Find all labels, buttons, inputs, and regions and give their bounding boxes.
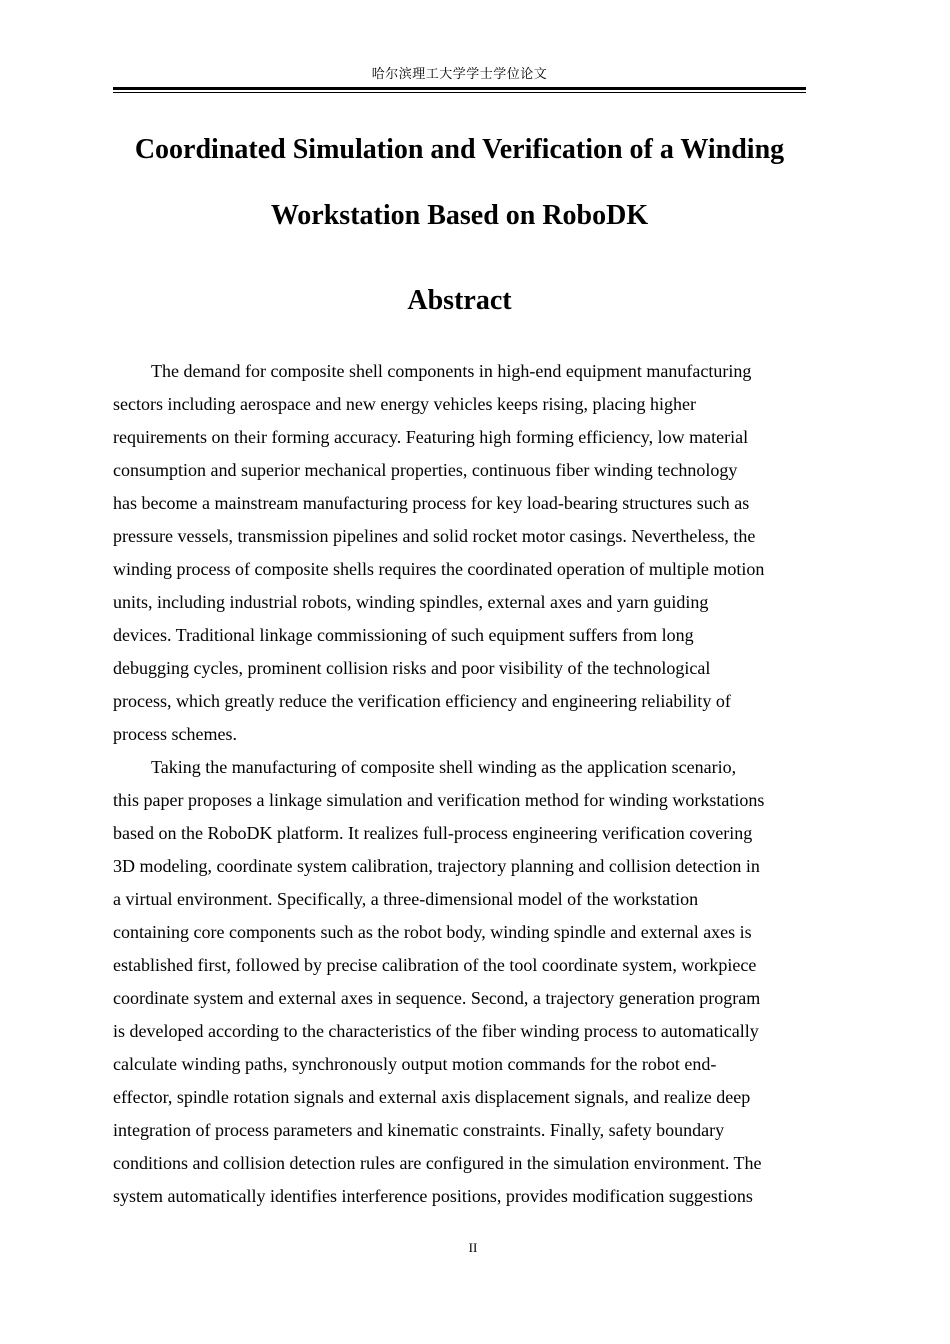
abstract-line: based on the RoboDK platform. It realizes full-process engineering verification covering	[113, 823, 753, 843]
abstract-line: Taking the manufacturing of composite shell winding as the application scenario,	[151, 757, 737, 777]
page-number: II	[468, 1240, 478, 1255]
abstract-line: integration of process parameters and kinematic constraints. Finally, safety boundary	[113, 1120, 725, 1140]
abstract-heading: Abstract	[407, 285, 512, 316]
paper-title-line-1: Coordinated Simulation and Verification of a Winding	[134, 134, 785, 165]
abstract-line: system automatically identifies interference positions, provides modification suggestions	[113, 1186, 753, 1206]
abstract-line: sectors including aerospace and new energy vehicles keeps rising, placing higher	[113, 394, 696, 414]
abstract-line: has become a mainstream manufacturing process for key load-bearing structures such as	[113, 493, 750, 513]
abstract-line: winding process of composite shells requires the coordinated operation of multiple motion	[113, 559, 765, 579]
abstract-line: consumption and superior mechanical properties, continuous fiber winding technology	[113, 460, 738, 480]
abstract-line: requirements on their forming accuracy. Featuring high forming efficiency, low material	[113, 427, 749, 447]
abstract-line: The demand for composite shell components in high-end equipment manufacturing	[151, 361, 752, 381]
abstract-line: coordinate system and external axes in sequence. Second, a trajectory generation program	[113, 988, 761, 1008]
abstract-line: units, including industrial robots, winding spindles, external axes and yarn guiding	[113, 592, 709, 612]
abstract-line: 3D modeling, coordinate system calibration, trajectory planning and collision detection in	[113, 856, 760, 876]
paper-title-line-2: Workstation Based on RoboDK	[270, 200, 649, 231]
abstract-line: conditions and collision detection rules are configured in the simulation environment. The	[113, 1153, 762, 1173]
abstract-line: a virtual environment. Specifically, a three-dimensional model of the workstation	[113, 889, 699, 909]
abstract-line: pressure vessels, transmission pipelines and solid rocket motor casings. Nevertheless, the	[113, 526, 756, 546]
abstract-line: debugging cycles, prominent collision risks and poor visibility of the technological	[113, 658, 711, 678]
abstract-line: effector, spindle rotation signals and external axis displacement signals, and realize deep	[113, 1087, 751, 1107]
abstract-line: this paper proposes a linkage simulation and verification method for winding workstations	[113, 790, 765, 810]
running-header: 哈尔滨理工大学学士学位论文	[371, 67, 548, 82]
abstract-line: process, which greatly reduce the verification efficiency and engineering reliability of	[113, 691, 731, 711]
abstract-line: containing core components such as the robot body, winding spindle and external axes is	[113, 922, 752, 942]
abstract-line: process schemes.	[113, 724, 237, 744]
header-rule-thin	[113, 92, 806, 93]
abstract-line: devices. Traditional linkage commissioning of such equipment suffers from long	[113, 625, 694, 645]
abstract-line: established first, followed by precise calibration of the tool coordinate system, workpiece	[113, 955, 757, 975]
header-rule-thick	[113, 87, 806, 90]
abstract-line: is developed according to the characteristics of the fiber winding process to automatically	[113, 1021, 759, 1041]
abstract-body	[113, 355, 813, 1213]
abstract-line: calculate winding paths, synchronously output motion commands for the robot end-	[113, 1054, 717, 1074]
